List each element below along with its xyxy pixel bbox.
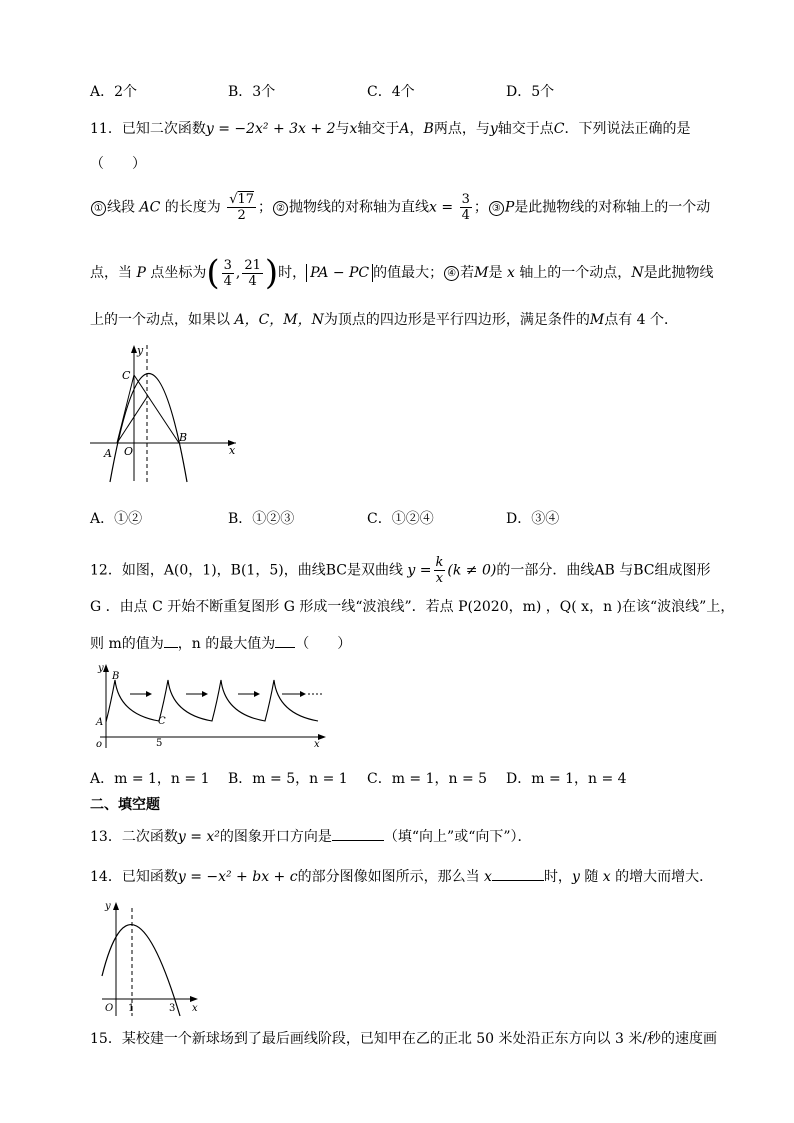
q12-figure <box>92 662 332 750</box>
q11-statement-line1: ① 线段 AC 的长度为 $\frac{√17}{2}$ ； ② 抛物线的对称轴为直线x = $\frac{3}{4}$ ； ③ P是此抛物线的对称轴上的一个动 <box>90 193 710 222</box>
fig14-label-3: 3 <box>169 1003 176 1014</box>
q12-line3: 则 m的值为 ，n 的最大值为 （ ） <box>90 636 352 652</box>
fig14-label-o: O <box>105 1003 114 1014</box>
q12-option-a: A．m = 1，n = 1 <box>90 771 210 787</box>
fig14-label-1: 1 <box>128 1003 135 1014</box>
fig12-label-y: y <box>98 663 104 674</box>
q11-answer-paren: （ ） <box>90 156 146 172</box>
fig11-segment-cb <box>134 375 179 443</box>
q14-figure <box>88 898 203 1018</box>
q12-option-c: C．m = 1，n = 5 <box>367 771 488 787</box>
q11-figure <box>88 343 243 485</box>
q12-line1: 12．如图，A(0，1)，B(1，5)，曲线BC是双曲线 y = $\frac{k}{x}$ (k ≠ 0)的一部分．曲线AB 与BC组成图形 <box>90 555 711 586</box>
fig12-wave-curve <box>106 680 318 722</box>
fig14-y-arrow <box>113 902 119 910</box>
section-fill-in-title: 二、填空题 <box>90 797 160 813</box>
fig14-label-x: x <box>192 1003 198 1014</box>
q14-stem: 14．已知函数y = −x² + bx + c的部分图像如图所示，那么当 x 时，y 随 x 的增大而增大． <box>90 869 714 885</box>
q14-answer-blank[interactable] <box>492 880 544 881</box>
fig12-label-o: o <box>96 739 103 750</box>
q12-blank-m <box>164 647 178 648</box>
fig11-label-o: O <box>124 445 134 458</box>
q10-option-c: C．4个 <box>367 84 415 100</box>
fraction-3-over-4: $\frac{3}{4}$ <box>461 192 470 223</box>
fig11-label-x: x <box>229 444 236 457</box>
fig11-segment-ap <box>117 397 147 443</box>
q10-option-b: B．3个 <box>228 84 276 100</box>
q13-stem: 13．二次函数y = x²的图象开口方向是 （填“向上”或“向下”）． <box>90 829 532 845</box>
q12-blank-n <box>275 647 295 648</box>
fig12-label-x: x <box>314 739 320 750</box>
fig11-label-c: C <box>122 369 131 382</box>
fig11-label-y: y <box>137 344 144 357</box>
fig12-label-c: C <box>158 716 166 727</box>
fig11-label-a: A <box>104 447 112 460</box>
q11-stem: 11．已知二次函数y = −2x² + 3x + 2与x轴交于A，B两点，与y轴交于点C．下列说法正确的是 <box>90 121 691 137</box>
fig14-label-y: y <box>105 901 111 912</box>
fig12-label-a: A <box>96 717 104 728</box>
q12-option-d: D．m = 1，n = 4 <box>506 771 627 787</box>
q12-line2: G ．由点 C 开始不断重复图形 G 形成一线“波浪线”．若点 P(2020，m) ，Q( x，n )在该“波浪线”上， <box>90 599 735 615</box>
q13-answer-blank[interactable] <box>332 840 384 841</box>
q11-statement-line3: 上的一个动点，如果以 A，C，M，N为顶点的四边形是平行四边形，满足条件的M点有 4 个． <box>90 312 679 328</box>
q10-option-a: A．2个 <box>90 84 138 100</box>
fig14-x-arrow <box>190 996 198 1002</box>
q12-option-b: B．m = 5，n = 1 <box>228 771 348 787</box>
q11-statement-line2: 点，当 P 点坐标为( $\frac{3}{4}$ , $\frac{21}{4}$ )时， PA − PC 的值最大； ④ 若M是 x 轴上的一个动点，N是此抛物线 <box>90 253 714 293</box>
fig12-y-arrow <box>103 664 109 672</box>
fig11-label-b: B <box>179 431 188 444</box>
fig11-segment-ac <box>117 375 134 443</box>
q10-option-d: D．5个 <box>506 84 555 100</box>
q11-option-a: A．①② <box>90 511 143 527</box>
q11-option-b: B．①②③ <box>228 511 295 527</box>
fig12-label-5: 5 <box>156 738 163 749</box>
q11-option-d: D．③④ <box>506 511 560 527</box>
q11-option-c: C．①②④ <box>367 511 434 527</box>
q15-stem: 15．某校建一个新球场到了最后画线阶段，已知甲在乙的正北 50 米处沿正东方向以 3 米/秒的速度画 <box>90 1031 718 1047</box>
fig11-parabola <box>110 374 187 483</box>
fig12-label-b: B <box>112 671 120 682</box>
fraction-sqrt17-over-2: $\frac{√17}{2}$ <box>229 192 255 223</box>
